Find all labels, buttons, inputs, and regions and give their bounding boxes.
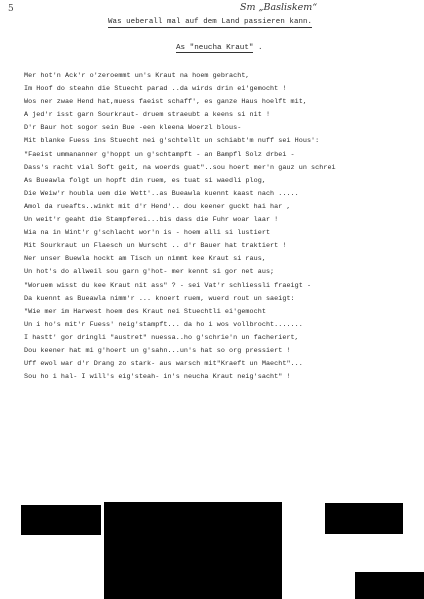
poem-line: Dou keener hat mi g'hoert un g'sahn...un's hat so org pressiert ! — [24, 346, 291, 355]
poem-line: Amol da rueafts..winkt mit d'r Hend'.. dou keener guckt hai har , — [24, 202, 291, 211]
redaction-block — [21, 505, 101, 535]
poem-line: Da kuennt as Bueawla nimm'r ... knoert ruem, wuerd rout un saeigt: — [24, 294, 295, 303]
poem-line: D'r Baur hot sogor sein Bue -een kleena Woerzl blous- — [24, 124, 242, 133]
poem-line: Mit blanke Fuess ins Stuecht nei g'schtellt un schiabt'm nuff sei Hous': — [24, 137, 320, 146]
poem-line: Un i ho's mit'r Fuess' neig'stampft... da ho i wos vollbrocht....... — [24, 320, 303, 329]
redaction-block — [104, 502, 282, 599]
page-corner-mark: 5 — [8, 4, 14, 14]
poem-line: "Woruem wisst du kee Kraut nit ass" ? - sei Vat'r schliessli fraeigt - — [24, 281, 312, 290]
handwritten-note: Sm „Basliskem“ — [240, 2, 318, 13]
poem-line: Mit Sourkraut un Flaesch un Wurscht .. d'r Bauer hat traktiert ! — [24, 242, 287, 251]
poem-line: Ner unser Buewla hockt am Tisch un nimmt kee Kraut si raus, — [24, 255, 266, 264]
poem-line: Sou ho i hal- I will's eig'steah- in's neucha Kraut neig'sacht" ! — [24, 373, 291, 382]
poem-title-text: As "neucha Kraut" — [176, 44, 254, 52]
poem-body — [24, 70, 424, 384]
poem-line: Mer hot'n Ack'r o'zeroemmt un's Kraut na hoem gebracht, — [24, 72, 250, 80]
poem-line: Uff ewol war d'r Drang zo stark- aus warsch mit"Kraeft un Maecht"... — [24, 360, 303, 369]
poem-title — [176, 44, 263, 52]
poem-title-trailing: . — [258, 44, 263, 52]
poem-line: "Wie mer im Harwest hoem des Kraut nei Stuechtli ei'gemocht — [24, 307, 266, 316]
redaction-block — [355, 572, 424, 599]
poem-line: A jed'r isst garn Sourkraut- druem straeubt a keens si nit ! — [24, 111, 271, 120]
redaction-block — [325, 503, 403, 534]
poem-line: Im Hoof do steahn die Stuecht parad ..da wirds drin ei'gemocht ! — [24, 85, 287, 94]
poem-line: Wia na in Wint'r g'schlacht wor'n is - hoem alli si lustiert — [24, 229, 271, 238]
document-heading: Was ueberall mal auf dem Land passieren kann. — [108, 18, 313, 26]
poem-line: Die Weiw'r houbla uem die Wett'..as Bueawla kuennt kaast nach ..... — [24, 189, 299, 198]
poem-line: Un weit'r geaht die Stampferei...bis dass die Fuhr woar laar ! — [24, 216, 279, 225]
poem-line: I hastt' gor dringli "austret" nuessa..ho g'schrie'n un facheriert, — [24, 333, 299, 342]
poem-line: Un hot's do allweil sou garn g'hot- mer kennt si gor net aus; — [24, 268, 275, 277]
poem-line: As Bueawla folgt un hopft din ruem, es tuat si waedli plog, — [24, 176, 266, 185]
poem-line: Wos ner zwae Hend hat,muess faeist schaff', es ganze Haus hoelft mit, — [24, 98, 307, 107]
poem-line: "Faeist ummananner g'hoppt un g'schtampft - an Bampfl Solz drbei - — [24, 150, 295, 159]
poem-line: Dass's racht vial Soft geit, na woerds guat"..sou hoert mer'n gauz un schrei — [24, 163, 336, 172]
